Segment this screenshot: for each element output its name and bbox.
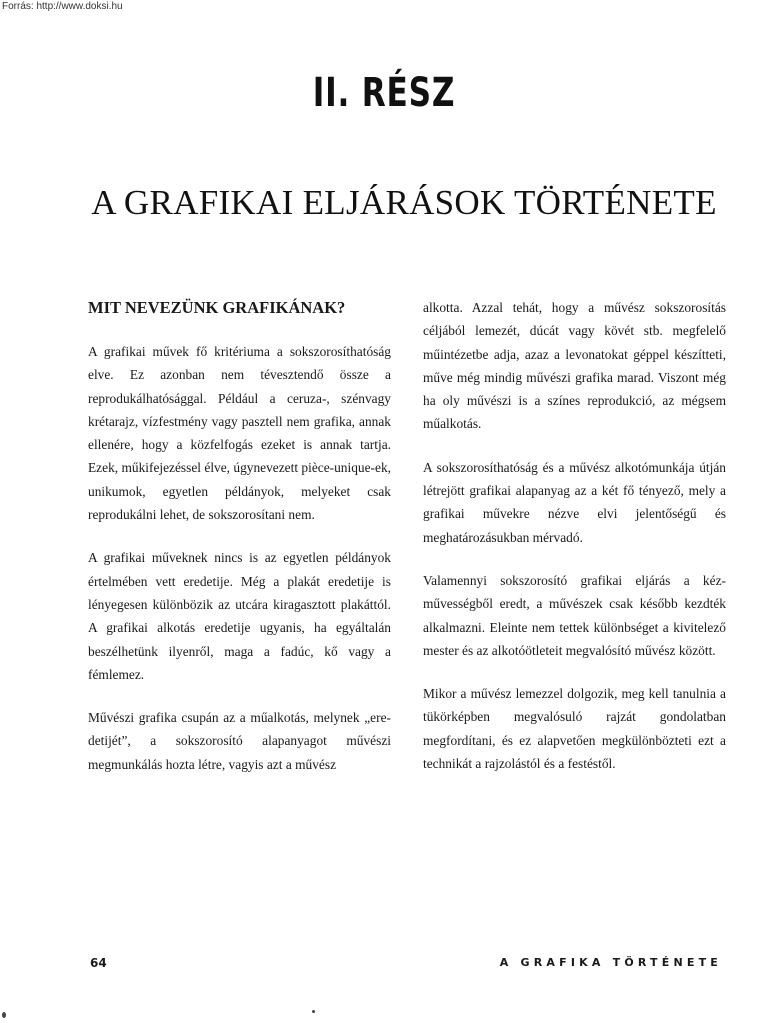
page-title: A GRAFIKAI ELJÁRÁSOK TÖRTÉNETE [91,183,717,222]
part-title: II. RÉSZ [312,70,456,116]
paragraph: alkotta. Azzal tehát, hogy a művész sokszorosítás céljából lemezét, dúcát vagy kövét stb. megfelelő műintézetbe adja, azaz a levonatokat géppel készítteti, műve még mindig művészi grafika marad. Viszont még ha oly művészi is a színes reprodukció, az mégsem műalkotás. [423,300,726,432]
running-title: A GRAFIKA TÖRTÉNETE [499,956,722,969]
paragraph: Művészi grafika csupán az a műalkotás, melynek „eredetijét”, a sokszorosító alapanyagot művészi megmunkálás hozta létre, vagyis azt a művész [88,710,391,772]
right-column [423,296,726,775]
paragraph: Valamennyi sokszorosító grafikai eljárás a kézművességből eredt, a művészek csak később kezdték alkalmazni. Eleinte nem tettek különbséget a kivitelező mester és az alkotóötleteit megvalósító művész között. [423,572,726,658]
left-column [88,296,391,776]
scan-speck [312,1010,315,1013]
paragraph: A sokszorosíthatóság és a művész alkotómunkája útján létrejött grafikai alapanyag az a két fő tényező, mely a grafikai művekre nézve elvi jelentőségű és meghatározásukban mérvadó. [423,459,726,545]
paragraph: Mikor a művész lemezzel dolgozik, meg kell tanulnia a tükörképben megvalósuló rajzát gondolatban megfordítani, és ez alapvetően megkülönbözteti ezt a technikát a rajzolástól és a festéstől. [423,686,726,772]
section-heading: MIT NEVEZÜNK GRAFIKÁNAK? [88,298,346,317]
paragraph: A grafikai művek fő kritériuma a sokszorosíthatóság elve. Ez azonban nem tévesztendő össze a reprodukálhatósággal. Például a ceruza-, szénvagy krétarajz, vízfestmény vagy pasztell nem grafika, annak ellenére, hogy a közfelfogás ezeket is annak tartja. Ezek, műkifejezéssel élve, úgynevezett pièce-unique-ek, unikumok, egyetlen példányok, melyeket csak reprodukálni lehet, de sokszorosítani nem. [88,344,392,523]
scan-speck [2,1012,6,1018]
source-label: Forrás: http://www.doksi.hu [2,1,123,12]
paragraph: A grafikai műveknek nincs is az egyetlen példányok értelmében vett eredetije. Még a plakát eredetije is lényegesen különbözik az utcára kiragasztott plakáttól. A grafikai alkotás eredetije ugyanis, ha egyáltalán beszélhetünk ilyenről, maga a fadúc, kő vagy a fémlemez. [88,550,391,682]
page-number: 64 [90,956,107,970]
